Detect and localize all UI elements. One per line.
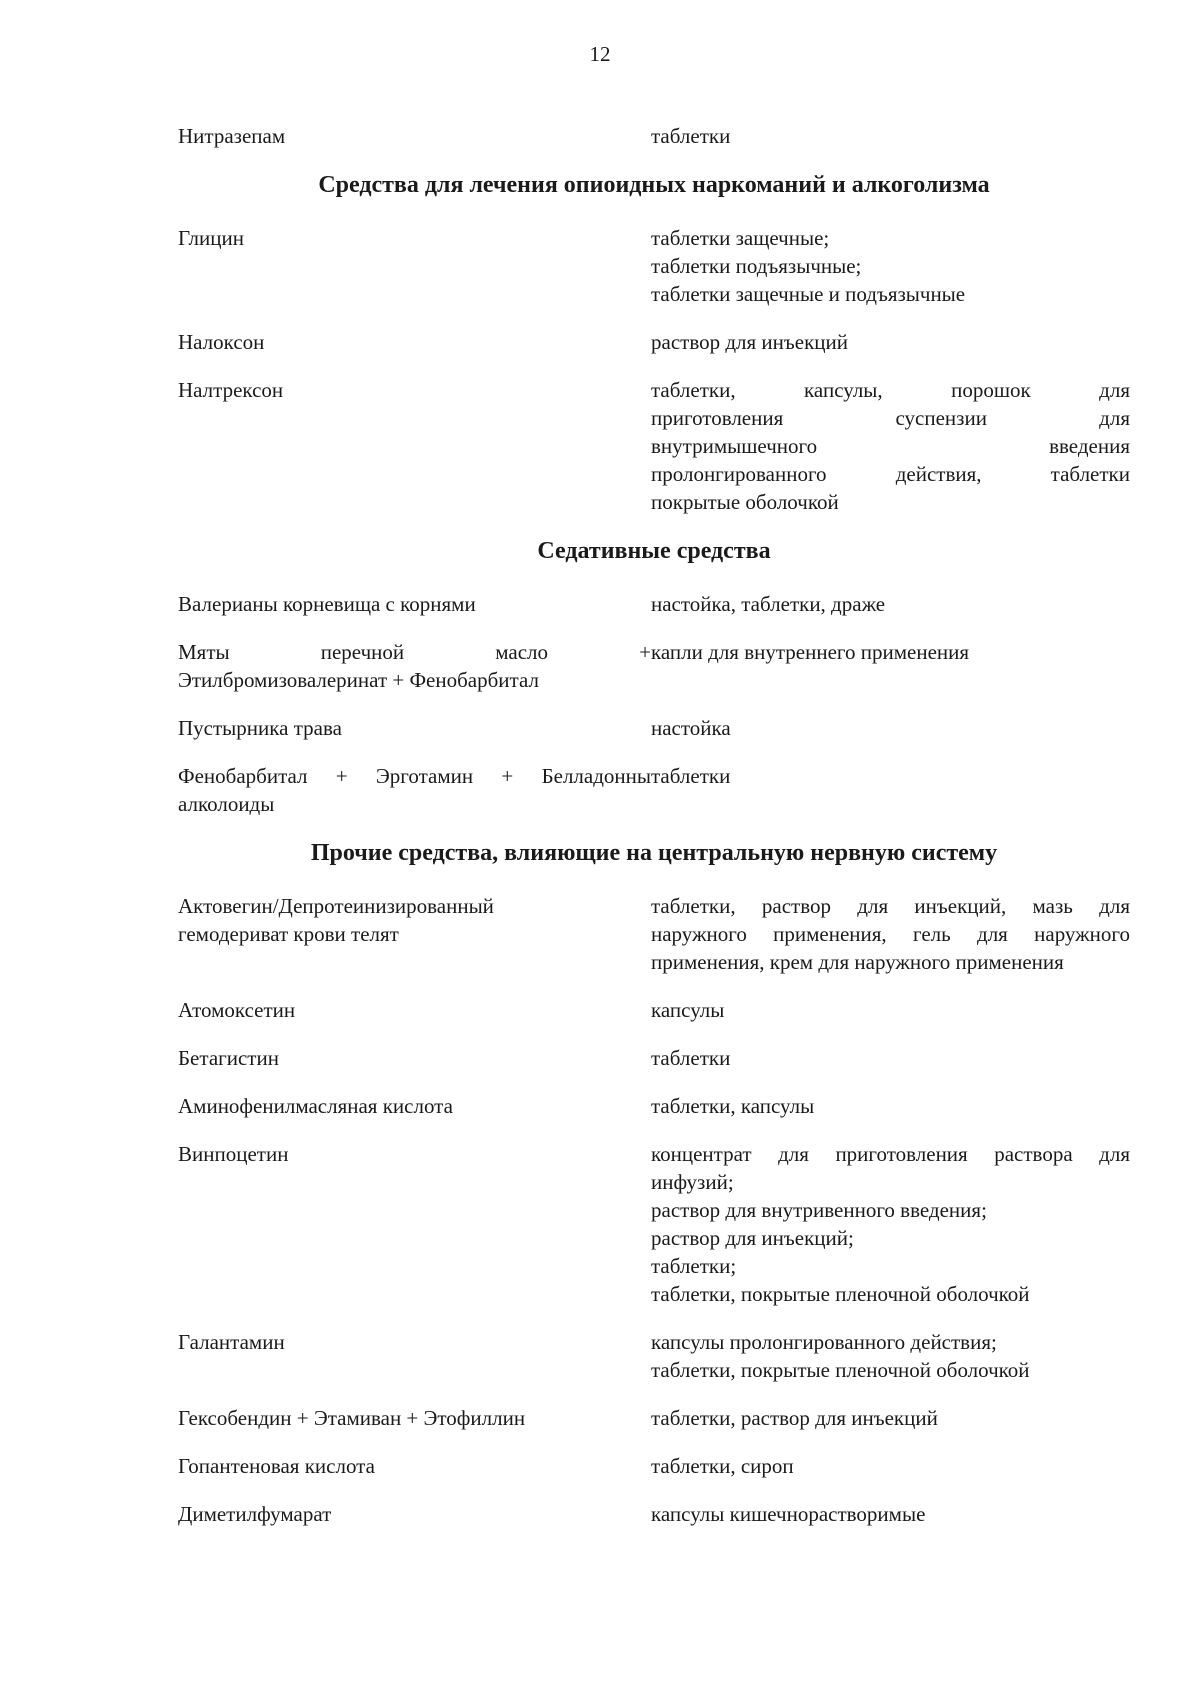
page-number: 12 (589, 42, 611, 66)
dosage-form-line: раствор для инъекций (651, 330, 848, 354)
dosage-form (651, 1404, 1130, 1432)
dosage-form (651, 714, 1130, 742)
dosage-form (651, 328, 1130, 356)
dosage-form-line: концентрат для приготовления раствора для (651, 1142, 1130, 1166)
drug-row (178, 590, 1130, 618)
dosage-form-line: таблетки, покрытые пленочной оболочкой (651, 1358, 1030, 1382)
dosage-form (651, 376, 1130, 516)
drug-name-line: Этилбромизовалеринат + Фенобарбитал (178, 668, 539, 692)
drug-name (178, 638, 651, 694)
dosage-form: таблетки (651, 124, 731, 148)
drug-name: Атомоксетин (178, 998, 296, 1022)
drug-name: Пустырника трава (178, 716, 342, 740)
dosage-form (651, 1500, 1130, 1528)
dosage-form-line: внутримышечного введения (651, 434, 1130, 458)
dosage-form-line: раствор для внутривенного введения; (651, 1198, 987, 1222)
drug-name: Галантамин (178, 1330, 285, 1354)
drug-name: Гексобендин + Этамиван + Этофиллин (178, 1406, 526, 1430)
drug-name (178, 762, 651, 818)
drug-row (178, 224, 1130, 308)
drug-row (178, 328, 1130, 356)
dosage-form-line: капсулы кишечнорастворимые (651, 1502, 926, 1526)
dosage-form-line: настойка (651, 716, 731, 740)
dosage-form-line: таблетки, раствор для инъекций, мазь для (651, 894, 1130, 918)
section-heading: Средства для лечения опиоидных наркоманий и алкоголизма (318, 172, 990, 198)
dosage-form-line: капсулы (651, 998, 725, 1022)
dosage-form-line: настойка, таблетки, драже (651, 592, 886, 616)
drug-name: Валерианы корневища с корнями (178, 592, 476, 616)
section-heading: Седативные средства (537, 538, 771, 564)
drug-row (178, 762, 1130, 818)
dosage-form-line: таблетки, раствор для инъекций (651, 1406, 938, 1430)
drug-row (178, 122, 1130, 150)
drug-name-line: Мяты перечной масло + (178, 640, 651, 664)
dosage-form-line: капли для внутреннего применения (651, 640, 970, 664)
drug-name-line: гемодериват крови телят (178, 922, 399, 946)
section-heading: Прочие средства, влияющие на центральную нервную систему (310, 840, 998, 866)
drug-row (178, 1500, 1130, 1528)
drug-name: Налтрексон (178, 378, 284, 402)
dosage-form-line: таблетки, сироп (651, 1454, 794, 1478)
drug-row (178, 1140, 1130, 1308)
drug-name: Винпоцетин (178, 1142, 289, 1166)
dosage-form-line: раствор для инъекций; (651, 1226, 854, 1250)
drug-row (178, 1404, 1130, 1432)
dosage-form (651, 590, 1130, 618)
drug-name-line: Актовегин/Депротеинизированный (178, 894, 494, 918)
drug-name: Нитразепам (178, 124, 286, 148)
dosage-form-line: наружного применения, гель для наружного (651, 922, 1130, 946)
drug-name: Аминофенилмасляная кислота (178, 1094, 453, 1118)
dosage-form-line: приготовления суспензии для (651, 406, 1130, 430)
dosage-form-line: таблетки (651, 764, 731, 788)
drug-name (178, 892, 651, 976)
dosage-form (651, 1452, 1130, 1480)
drug-row (178, 1452, 1130, 1480)
dosage-form-line: таблетки (651, 1046, 731, 1070)
drug-row (178, 714, 1130, 742)
drug-name: Бетагистин (178, 1046, 279, 1070)
drug-row (178, 892, 1130, 976)
dosage-form (651, 1140, 1130, 1308)
dosage-form (651, 638, 1130, 694)
dosage-form-line: таблетки защечные и подъязычные (651, 282, 966, 306)
drug-name: Налоксон (178, 330, 265, 354)
dosage-form-line: таблетки; (651, 1254, 737, 1278)
dosage-form-line: покрытые оболочкой (651, 490, 839, 514)
dosage-form-line: капсулы пролонгированного действия; (651, 1330, 997, 1354)
dosage-form (651, 1328, 1130, 1384)
drug-name-line: алколоиды (178, 792, 275, 816)
drug-row (178, 996, 1130, 1024)
drug-name: Глицин (178, 226, 244, 250)
dosage-form-line: применения, крем для наружного применения (651, 950, 1064, 974)
dosage-form-line: таблетки, покрытые пленочной оболочкой (651, 1282, 1030, 1306)
dosage-form-line: таблетки, капсулы, порошок для (651, 378, 1130, 402)
dosage-form (651, 996, 1130, 1024)
drug-row (178, 1328, 1130, 1384)
dosage-form (651, 892, 1130, 976)
dosage-form (651, 224, 1130, 308)
dosage-form-line: таблетки подъязычные; (651, 254, 862, 278)
dosage-form (651, 762, 1130, 818)
dosage-form-line: пролонгированного действия, таблетки (651, 462, 1130, 486)
dosage-form-line: таблетки, капсулы (651, 1094, 815, 1118)
drug-name: Гопантеновая кислота (178, 1454, 375, 1478)
drug-row (178, 1092, 1130, 1120)
dosage-form-line: таблетки защечные; (651, 226, 830, 250)
drug-row (178, 1044, 1130, 1072)
dosage-form (651, 1044, 1130, 1072)
drug-row (178, 376, 1130, 516)
drug-name-line: Фенобарбитал + Эрготамин + Белладонны (178, 764, 651, 788)
dosage-form (651, 1092, 1130, 1120)
drug-row (178, 638, 1130, 694)
drug-list (178, 122, 1130, 1548)
dosage-form-line: инфузий; (651, 1170, 734, 1194)
drug-name: Диметилфумарат (178, 1502, 332, 1526)
